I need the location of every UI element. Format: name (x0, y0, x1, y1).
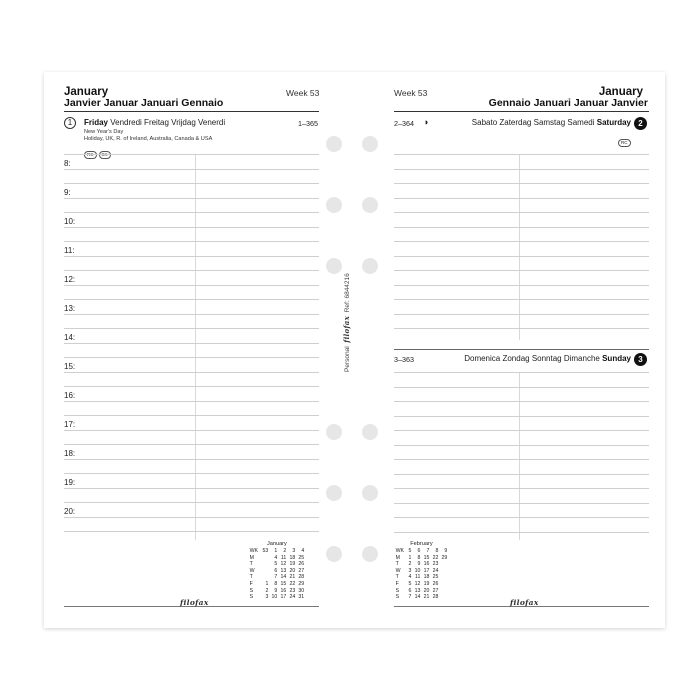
ruled-line (64, 415, 319, 416)
left-day-other-languages: Vendredi Freitag Vrijdag Venerdi (110, 118, 226, 127)
sunday-day-count: 3–363 (394, 355, 414, 364)
cal-cell: 8 (274, 580, 278, 587)
cal-cell: M (395, 554, 400, 561)
ruled-line (394, 328, 649, 329)
sunday-other-languages: Domenica Zondag Sonntag Dimanche (464, 354, 600, 363)
hour-label: 12: (64, 275, 76, 284)
cal-cell: 14 (280, 574, 287, 581)
ruled-line (64, 386, 319, 387)
ruled-line (64, 314, 319, 315)
cal-header: 3 (292, 548, 296, 554)
cal-cell (261, 568, 270, 575)
sunday-column-divider (519, 372, 520, 540)
ruled-line (64, 444, 319, 445)
cal-cell (261, 574, 270, 581)
punch-hole (326, 546, 342, 562)
holiday-title: New Year's Day (84, 129, 124, 135)
ruled-line (64, 357, 319, 358)
cal-cell: 29 (298, 580, 305, 587)
cal-cell: 30 (298, 587, 305, 594)
cal-cell: 18 (423, 574, 430, 581)
ruled-line (394, 401, 649, 402)
ruled-line (64, 285, 319, 286)
cal-cell: T (249, 561, 253, 568)
cal-cell: 28 (432, 594, 439, 601)
cal-cell (440, 568, 449, 575)
cal-header: 8 (435, 548, 439, 554)
left-week-label: Week 53 (286, 88, 320, 98)
ruled-line (394, 241, 649, 242)
left-calendar-title: January (266, 541, 287, 547)
ruled-line (394, 227, 649, 228)
cal-cell: 11 (280, 554, 287, 561)
cal-cell: 23 (289, 587, 296, 594)
hour-label: 11: (64, 246, 75, 255)
cal-cell: 16 (423, 561, 430, 568)
cal-cell: 4 (408, 574, 412, 581)
saturday-column-divider (519, 154, 520, 340)
ruled-line (394, 212, 649, 213)
cal-cell (261, 555, 270, 562)
right-month: January (598, 86, 643, 98)
cal-cell: 10 (414, 567, 421, 574)
right-calendar-grid (394, 548, 449, 601)
saturday-badges (618, 131, 633, 149)
cal-cell: 22 (289, 580, 296, 587)
left-day-names (84, 118, 225, 127)
hour-label: 14: (64, 333, 76, 342)
cal-cell: T (249, 574, 253, 581)
ruled-line (394, 314, 649, 315)
cal-cell: 24 (289, 594, 296, 601)
ruled-line (394, 532, 649, 533)
hour-label: 18: (64, 449, 76, 458)
ruled-line (64, 154, 319, 155)
cal-cell: 24 (432, 567, 439, 574)
cal-cell (440, 594, 449, 601)
cal-cell (261, 561, 270, 568)
saturday-bold: Saturday (596, 118, 631, 127)
cal-cell: 1 (408, 554, 412, 561)
cal-cell: 28 (298, 574, 305, 581)
cal-header: WK (395, 548, 404, 554)
cal-header: 53 (262, 548, 269, 554)
ruled-line (64, 299, 319, 300)
saturday-names (472, 118, 631, 127)
punch-hole (326, 136, 342, 152)
diary-sheet (44, 72, 665, 628)
ruled-line (64, 212, 319, 213)
holiday-badge (84, 151, 97, 159)
punch-hole (326, 424, 342, 440)
sunday-rule (394, 349, 649, 350)
ruled-line (394, 430, 649, 431)
cal-cell: 2 (265, 587, 269, 594)
sunday-bold: Sunday (602, 354, 631, 363)
ruled-line (64, 328, 319, 329)
saturday-day-number: 2 (634, 117, 647, 130)
cal-cell: 18 (289, 554, 296, 561)
cal-cell (440, 588, 449, 595)
cal-header: 2 (283, 548, 287, 554)
holiday-badge (99, 151, 111, 159)
saturday-badge: RC (618, 139, 631, 147)
ruled-line (64, 473, 319, 474)
cal-header: 1 (274, 548, 278, 554)
left-month: January (64, 86, 109, 98)
right-header-rule (394, 111, 649, 112)
ruled-line (64, 372, 319, 373)
cal-header: 7 (426, 548, 430, 554)
ruled-line (394, 459, 649, 460)
cal-cell: 19 (289, 561, 296, 568)
cal-cell: 16 (280, 587, 287, 594)
ruled-line (394, 299, 649, 300)
cal-cell (440, 581, 449, 588)
hour-label: 20: (64, 507, 76, 516)
cal-header: 6 (417, 548, 421, 554)
right-calendar-title: February (410, 541, 433, 547)
ruled-line (64, 488, 319, 489)
punch-hole (362, 546, 378, 562)
hour-label: 8: (64, 159, 71, 168)
cal-cell: 13 (280, 567, 287, 574)
ruled-line (64, 183, 319, 184)
ruled-line (394, 474, 649, 475)
punch-hole (362, 258, 378, 274)
cal-cell: 27 (298, 567, 305, 574)
cal-cell: S (249, 594, 254, 601)
cal-cell: 17 (280, 594, 287, 601)
saturday-day-count: 2–364 (394, 119, 414, 128)
ruled-line (394, 270, 649, 271)
ruled-line (394, 256, 649, 257)
cal-cell: 8 (417, 554, 421, 561)
cal-cell: 7 (408, 594, 412, 601)
cal-cell: 3 (265, 594, 269, 601)
punch-hole (362, 485, 378, 501)
cal-cell: 12 (280, 561, 287, 568)
cal-cell: 17 (423, 567, 430, 574)
cal-cell: 29 (441, 554, 448, 561)
punch-hole (326, 485, 342, 501)
hour-label: 13: (64, 304, 76, 313)
left-month-languages: Janvier Januar Januari Gennaio (64, 97, 224, 109)
left-day-count: 1–365 (298, 119, 318, 128)
ruled-line (64, 343, 319, 344)
cal-cell: 21 (289, 574, 296, 581)
cal-cell: 10 (271, 594, 278, 601)
cal-cell: 26 (298, 561, 305, 568)
cal-cell: M (249, 554, 254, 561)
right-week-label: Week 53 (394, 88, 428, 98)
cal-cell: S (395, 594, 400, 601)
ruled-line (394, 517, 649, 518)
cal-cell: W (249, 567, 255, 574)
spine-personal: Personal (344, 346, 351, 372)
cal-cell: 19 (423, 580, 430, 587)
left-day-bold: Friday (84, 118, 109, 127)
cal-cell: 31 (298, 594, 305, 601)
ruled-line (394, 285, 649, 286)
cal-cell: 13 (414, 587, 421, 594)
ruled-line (64, 227, 319, 228)
punch-hole (362, 136, 378, 152)
cal-cell: 4 (274, 554, 278, 561)
cal-cell: 1 (265, 580, 269, 587)
hour-label: 16: (64, 391, 76, 400)
cal-cell: S (249, 587, 254, 594)
ruled-line (64, 169, 319, 170)
ruled-line (64, 270, 319, 271)
left-mini-calendar (248, 541, 306, 601)
cal-cell (440, 561, 449, 568)
ruled-line (394, 372, 649, 373)
punch-hole (326, 258, 342, 274)
cal-header: 5 (408, 548, 412, 554)
cal-cell: 20 (423, 587, 430, 594)
saturday-other-languages: Sabato Zaterdag Samstag Samedi (471, 118, 595, 127)
right-brand-logo: filofax (510, 598, 539, 607)
cal-cell: 3 (408, 567, 412, 574)
cal-cell: 25 (298, 554, 305, 561)
cal-cell: 21 (423, 594, 430, 601)
cal-cell: 6 (274, 567, 278, 574)
cal-cell: F (249, 580, 253, 587)
right-month-languages: Gennaio Januari Januar Janvier (488, 97, 648, 109)
ruled-line (394, 416, 649, 417)
holiday-detail: Holiday, UK, R. of Ireland, Australia, Canada & USA (84, 136, 213, 142)
cal-cell: 27 (432, 587, 439, 594)
cal-cell: 15 (280, 580, 287, 587)
cal-cell: 7 (274, 574, 278, 581)
punch-hole (362, 197, 378, 213)
cal-cell: T (395, 561, 399, 568)
moon-phase-icon: ◑ (423, 117, 429, 127)
hour-label: 10: (64, 217, 76, 226)
left-day-number: 1 (64, 117, 76, 129)
cal-cell (440, 574, 449, 581)
ruled-line (64, 502, 319, 503)
ruled-line (394, 387, 649, 388)
cal-cell: 26 (432, 580, 439, 587)
left-calendar-grid (248, 548, 306, 601)
holiday-badges (84, 143, 113, 161)
spine-brand: filofax (342, 315, 351, 343)
spine-ref: Ref: 6844216 (344, 273, 351, 313)
sunday-names (464, 354, 631, 363)
ruled-line (394, 488, 649, 489)
ruled-line (394, 154, 649, 155)
ruled-line (64, 256, 319, 257)
sunday-day-number: 3 (634, 353, 647, 366)
cal-cell: 12 (414, 580, 421, 587)
hour-label: 9: (64, 188, 71, 197)
cal-cell: 11 (415, 574, 421, 581)
ruled-line (64, 401, 319, 402)
cal-cell: 2 (408, 561, 412, 568)
cal-cell: 14 (414, 594, 421, 601)
left-header-rule (64, 111, 319, 112)
ruled-line (394, 503, 649, 504)
cal-cell: W (395, 567, 401, 574)
cal-cell: 5 (408, 580, 412, 587)
punch-hole (362, 424, 378, 440)
ruled-line (64, 531, 319, 532)
cal-cell: 20 (289, 567, 296, 574)
ruled-line (64, 198, 319, 199)
ruled-line (64, 430, 319, 431)
cal-cell: 5 (274, 561, 278, 568)
cal-header: 9 (444, 548, 448, 554)
spine-text (342, 273, 351, 372)
hour-label: 17: (64, 420, 76, 429)
ruled-line (394, 169, 649, 170)
cal-header: WK (249, 548, 258, 554)
right-mini-calendar (394, 541, 449, 601)
cal-cell: 9 (417, 561, 421, 568)
ruled-line (394, 198, 649, 199)
hour-label: 15: (64, 362, 76, 371)
cal-cell: 25 (432, 574, 439, 581)
cal-cell: 22 (432, 554, 439, 561)
cal-cell: S (395, 587, 400, 594)
cal-header: 4 (301, 548, 305, 554)
cal-cell: T (395, 574, 399, 581)
ruled-line (64, 459, 319, 460)
hour-label: 19: (64, 478, 76, 487)
left-brand-logo: filofax (180, 598, 209, 607)
cal-cell: F (395, 580, 399, 587)
cal-cell: 6 (408, 587, 412, 594)
cal-cell: 9 (274, 587, 278, 594)
ruled-line (64, 517, 319, 518)
ruled-line (64, 241, 319, 242)
ruled-line (394, 445, 649, 446)
ruled-line (394, 183, 649, 184)
cal-cell: 23 (432, 561, 439, 568)
cal-cell: 15 (423, 554, 430, 561)
punch-hole (326, 197, 342, 213)
